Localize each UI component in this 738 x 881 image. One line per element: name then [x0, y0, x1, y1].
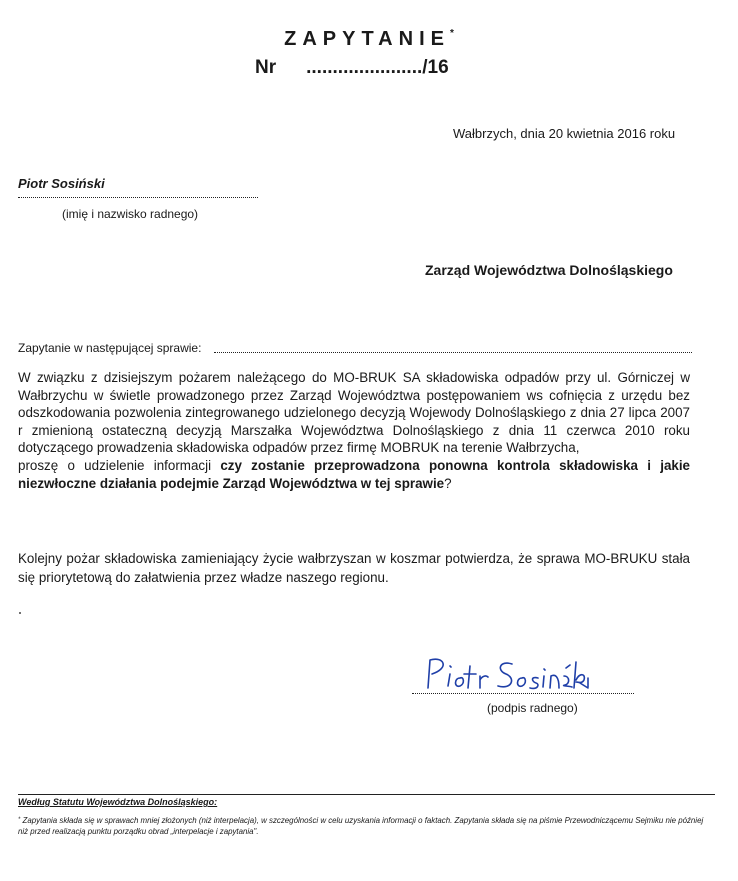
body-paragraph-1	[18, 369, 690, 492]
footer-rule	[18, 794, 715, 795]
body-paragraph-2: Kolejny pożar składowiska zamieniający życie wałbrzyszan w koszmar potwierdza, że sprawa MO-BRUKU stała się priorytetową do załatwienia przez władze naszego regionu.	[18, 551, 690, 585]
recipient: Zarząd Województwa Dolnośląskiego	[425, 262, 673, 278]
footer-note: * Zapytania składa się w sprawach mniej złożonych (niż interpelacja), w szczególności w celu uzyskania informacji o faktach. Zapytania składa się na piśmie Przewodniczącemu Sejmiku nie później niż przed realizacją punktu porządku obrad „interpelacje i zapytania".	[18, 816, 704, 836]
handwritten-signature	[420, 652, 600, 694]
signature-dotted-line	[412, 693, 634, 694]
footer-heading: Według Statutu Województwa Dolnośląskiego:	[18, 797, 218, 807]
body-request-bold: czy zostanie przeprowadzona ponowna kontrola składowiska i jakie niezwłoczne działania podejmie Zarząd Województwa w tej sprawie	[18, 457, 691, 491]
subject-dotted-line	[214, 352, 692, 353]
document-title: ZAPYTANIE*	[284, 28, 454, 50]
body-intro: W związku z dzisiejszym pożarem należącego do MO-BRUK SA składowiska odpadów przy ul. Górniczej w Wałbrzychu w świetle prowadzonego przez Zarząd Województwa postępowaniem ws cofnięcia z urzędu bez odszkodowania pozwolenia zintegrowanego udzielonego decyzją Wojewody Dolnośląskiego z dnia 27 lipca 2007 r zmienioną ostateczną decyzją Marszałka Województwa Dolnośląskiego z dnia 11 czerwca 2010 roku dotyczącego prowadzenia składowiska odpadów przez firmę MOBRUK na terenie Wałbrzycha,	[18, 370, 690, 456]
document-number: Nr ....................../16	[255, 57, 449, 78]
subject-label: Zapytanie w następującej sprawie:	[18, 341, 202, 355]
author-dotted-line	[18, 197, 258, 198]
signature-caption: (podpis radnego)	[487, 701, 578, 715]
number-placeholder: ......................	[306, 57, 423, 78]
place-date: Wałbrzych, dnia 20 kwietnia 2016 roku	[453, 126, 676, 141]
body-request: proszę o udzielenie informacji czy zostanie przeprowadzona ponowna kontrola składowiska i jakie niezwłoczne działania podejmie Zarząd Województwa w tej sprawie?	[18, 457, 691, 491]
author-caption: (imię i nazwisko radnego)	[62, 207, 199, 221]
author-name: Piotr Sosiński	[18, 176, 105, 191]
stray-mark	[19, 612, 21, 614]
